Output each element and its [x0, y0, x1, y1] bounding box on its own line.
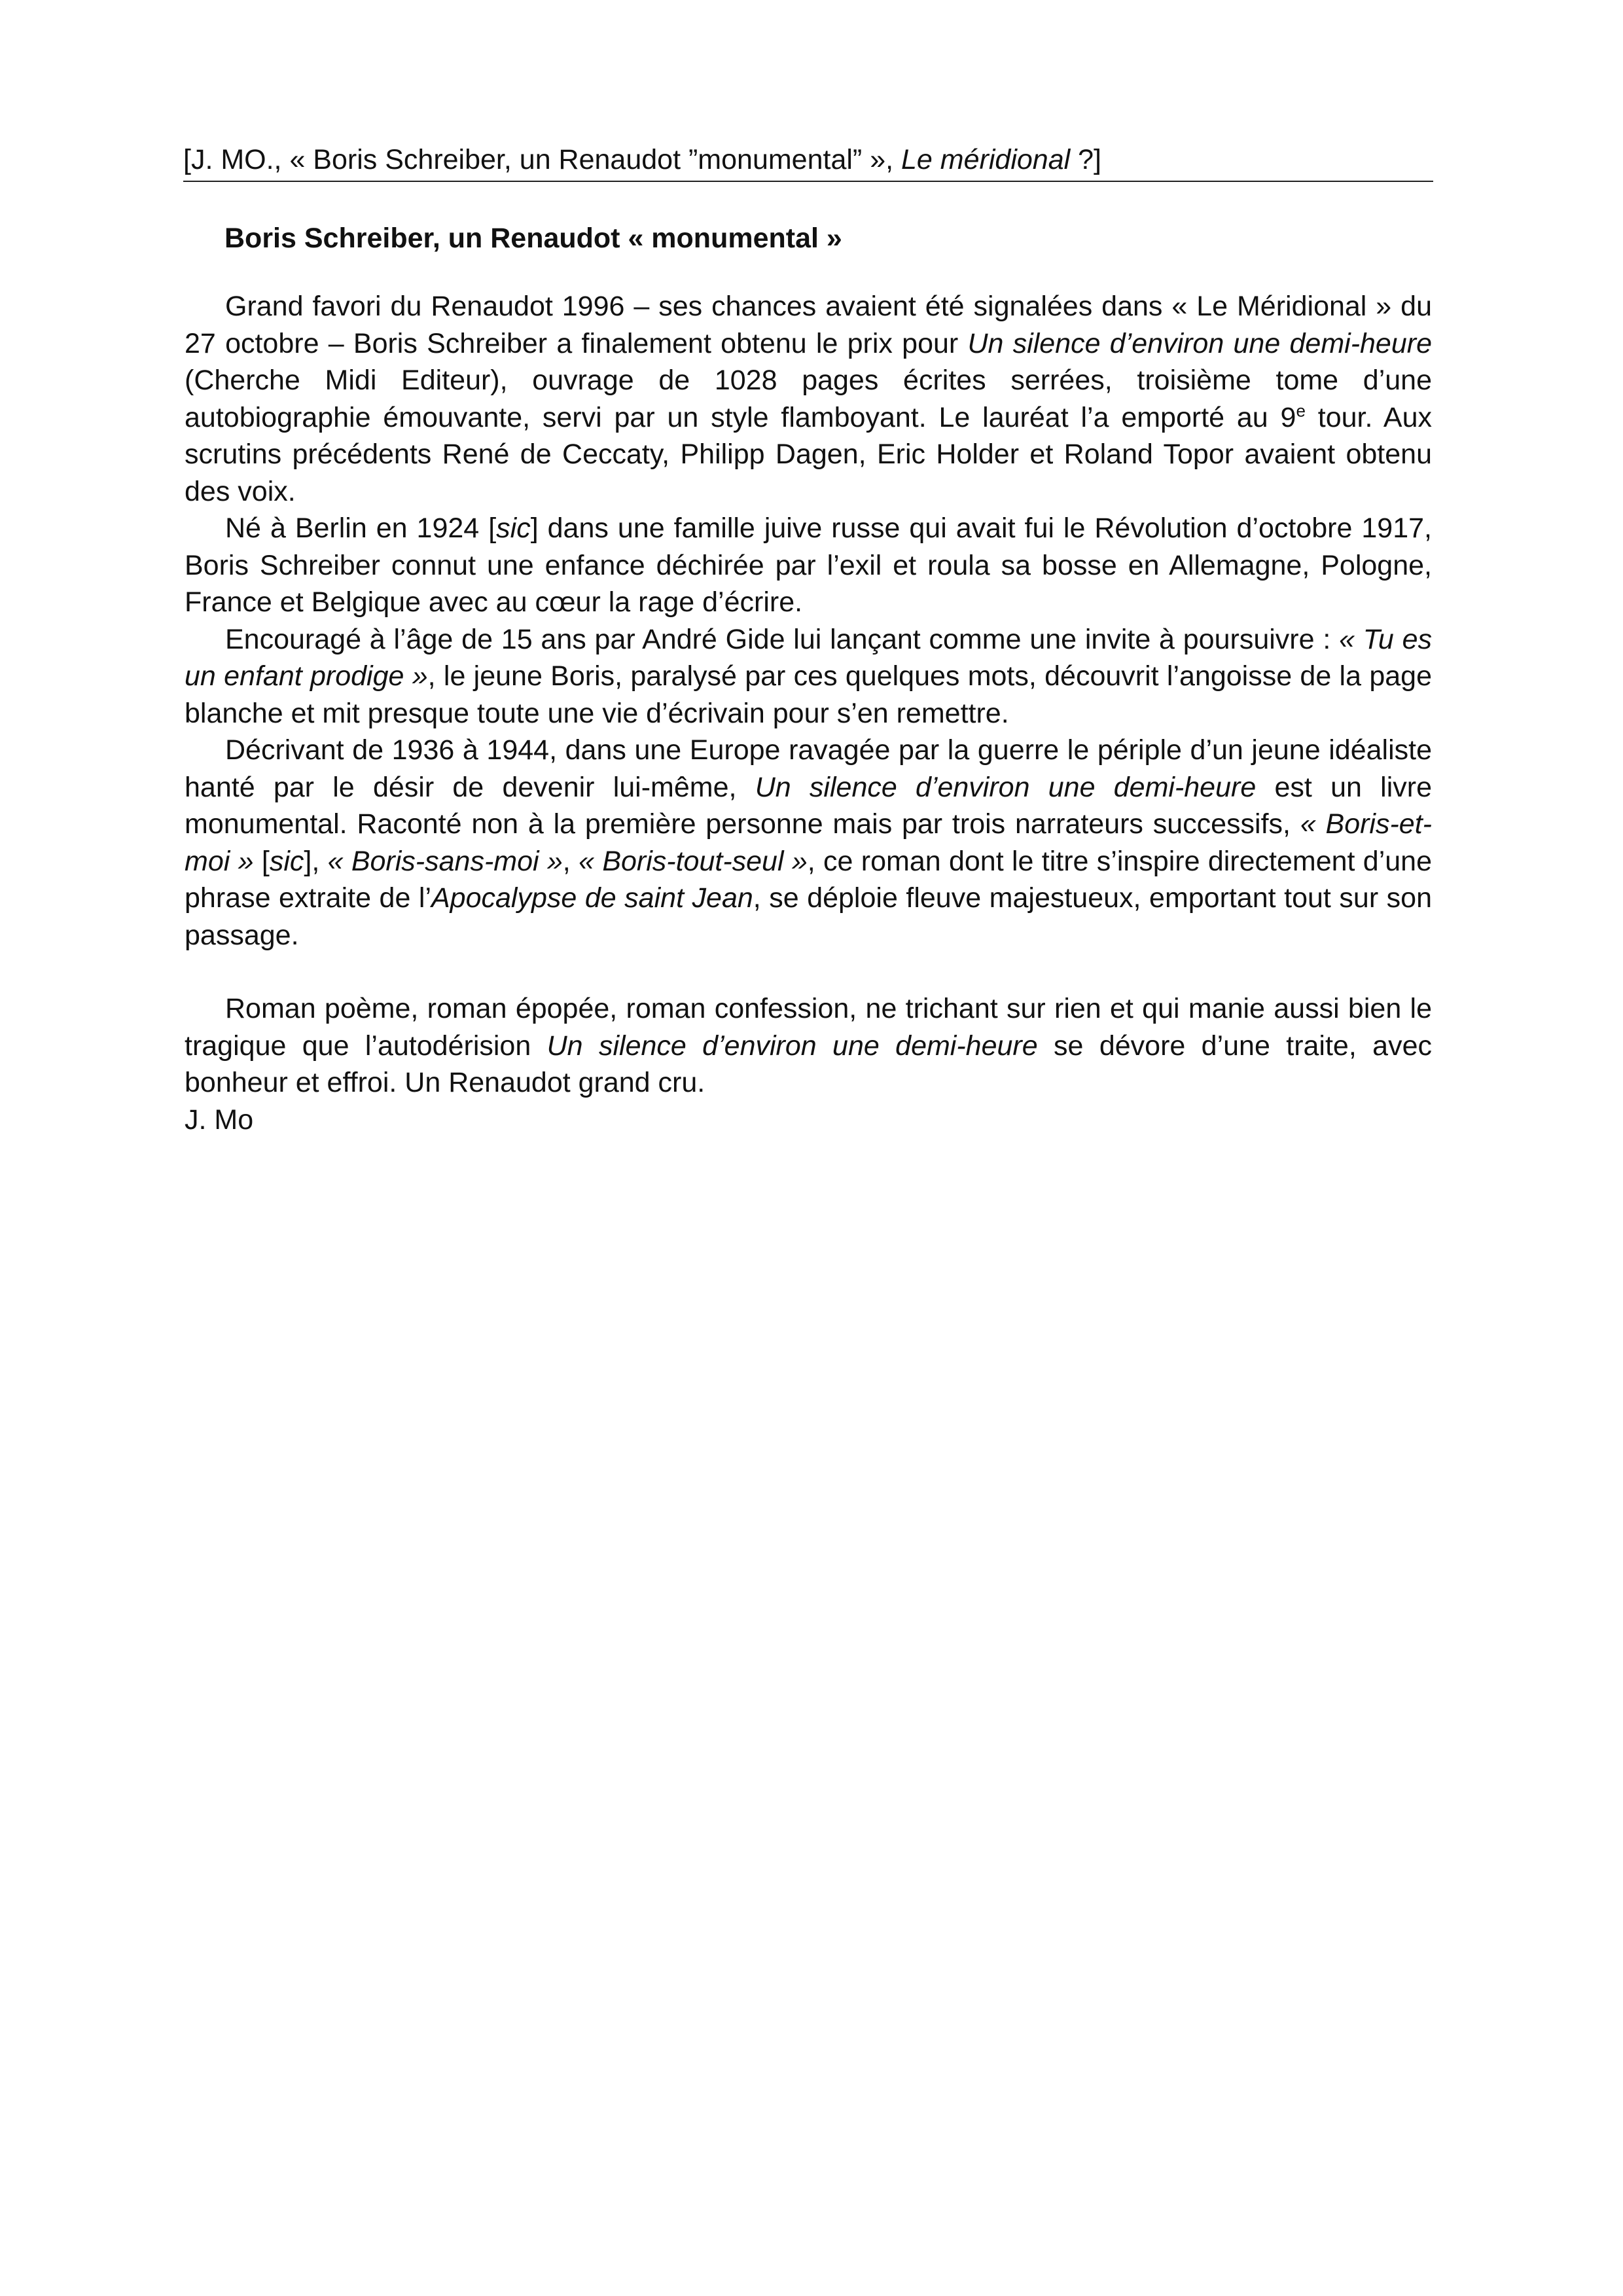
signature: J. Mo: [185, 1103, 254, 1136]
sic-note: sic: [496, 512, 531, 544]
text-run: Grand favori du Renaudot 1996 – ses chances avaient été signalées dans « Le Méridional » du 27 octobre – Boris Schreiber a finalement obtenu le prix pour: [185, 291, 1432, 359]
text-run: , le jeune Boris, paralysé par ces quelques mots, découvrit l’angoisse de la page blanche et mit presque toute une vie d’écrivain pour s’en remettre.: [185, 660, 1432, 729]
text-run: est un livre monumental. Raconté non à la première personne mais par trois narrateurs successifs,: [185, 771, 1432, 840]
paragraph-5: [185, 990, 1432, 1102]
article-body: [185, 288, 1432, 1138]
text-run: , ce roman dont le titre s’inspire directement d’une phrase extraite de l’: [185, 845, 1433, 914]
book-title: Un silence d’environ une demi-heure: [755, 771, 1257, 803]
paragraph-2: [185, 510, 1432, 621]
text-run: , se déploie fleuve majestueux, emportant tout sur son passage.: [185, 882, 1432, 951]
citation-suffix: ?]: [1070, 144, 1101, 175]
paragraph-1: [185, 288, 1432, 510]
narrator-quote: « Boris-sans-moi »: [327, 845, 563, 877]
text-run: ] dans une famille juive russe qui avait fui le Révolution d’octobre 1917, Boris Schreiber connut une enfance déchirée par l’exil et roula sa bosse en Allemagne, Pologne, France et Belgique avec au cœur la rage d’écrire.: [185, 512, 1432, 618]
narrator-quote: « Boris-tout-seul »: [579, 845, 808, 877]
paragraph-4: [185, 732, 1432, 954]
citation-journal: Le méridional: [901, 144, 1071, 175]
apocalypse-title: Apocalypse de saint Jean: [431, 882, 753, 914]
text-run: (Cherche Midi Editeur), ouvrage de 1028 pages écrites serrées, troisième tome d’une autobiographie émouvante, servi par un style flamboyant. Le lauréat l’a emporté au 9: [185, 365, 1432, 433]
paragraph-3: [185, 621, 1432, 732]
gide-quote: « Tu es un enfant prodige »: [185, 623, 1432, 692]
book-title: Un silence d’environ une demi-heure: [546, 1030, 1038, 1062]
text-run: tour. Aux scrutins précédents René de Ceccaty, Philipp Dagen, Eric Holder et Roland Topor avaient obtenu des voix.: [185, 401, 1432, 507]
narrator-quote: « Boris-et-moi »: [185, 808, 1432, 877]
superscript: e: [1296, 401, 1306, 421]
text-run: [: [253, 845, 270, 877]
article-title: Boris Schreiber, un Renaudot « monumental »: [224, 223, 842, 254]
text-run: Roman poème, roman épopée, roman confession, ne trichant sur rien et qui manie aussi bien le tragique que l’autodérision: [185, 993, 1432, 1062]
text-run: ,: [562, 845, 579, 877]
sic-note: sic: [269, 845, 304, 877]
text-run: Décrivant de 1936 à 1944, dans une Europe ravagée par la guerre le périple d’un jeune idéaliste hanté par le désir de devenir lui-même,: [185, 734, 1432, 803]
text-run: Né à Berlin en 1924 [: [225, 512, 497, 544]
citation-header: [183, 139, 1433, 182]
text-run: Encouragé à l’âge de 15 ans par André Gide lui lançant comme une invite à poursuivre :: [225, 623, 1340, 655]
citation-prefix: [J. MO., « Boris Schreiber, un Renaudot ”monumental” »,: [183, 144, 902, 175]
text-run: se dévore d’une traite, avec bonheur et effroi. Un Renaudot grand cru.: [185, 1030, 1432, 1098]
text-run: ],: [304, 845, 328, 877]
book-title: Un silence d’environ une demi-heure: [967, 327, 1432, 359]
